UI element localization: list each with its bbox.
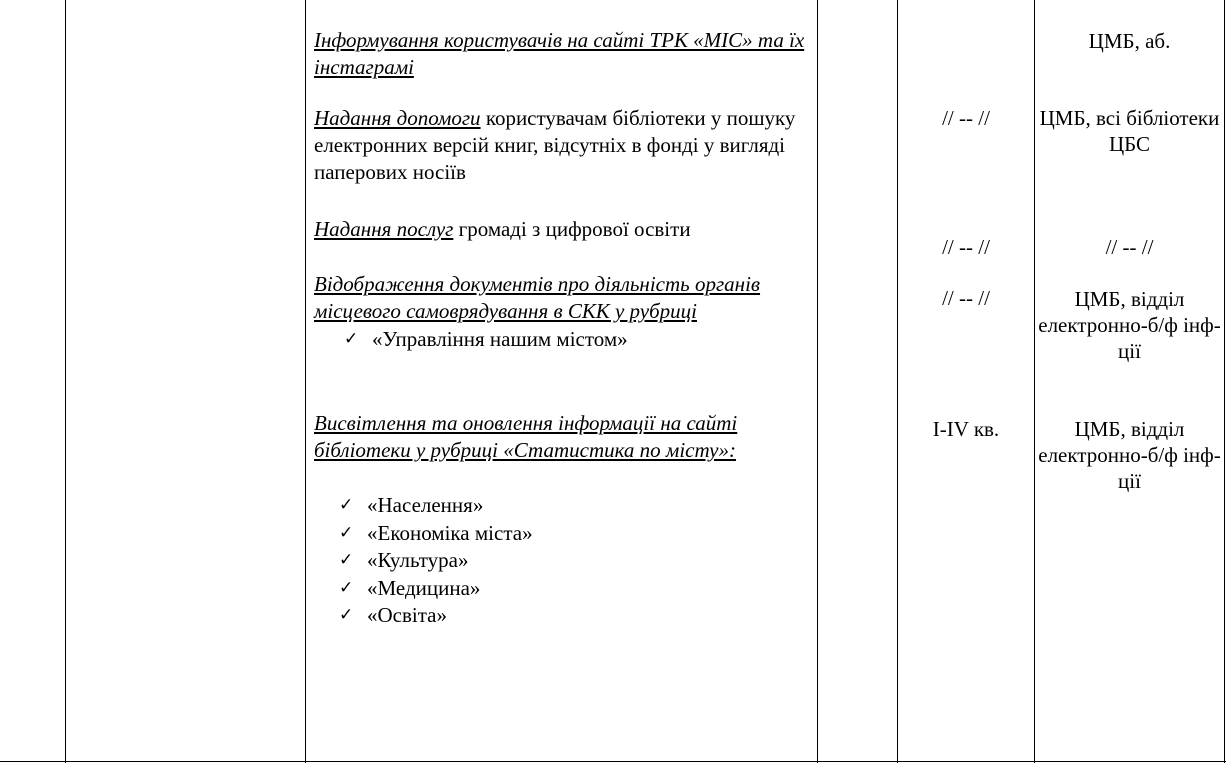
checkmark-icon: ✓	[344, 329, 359, 349]
activity-city-statistics	[314, 410, 814, 630]
checkmark-icon: ✓	[339, 605, 354, 625]
term-value: // -- //	[942, 106, 990, 130]
term-value: I-IV кв.	[932, 417, 1000, 441]
number-cell	[0, 0, 65, 763]
checkmark-icon: ✓	[339, 495, 354, 515]
list-item: ✓ «Економіка міста»	[339, 520, 814, 548]
list-item: ✓ «Медицина»	[339, 575, 814, 603]
activity-cell	[306, 0, 816, 763]
audience-cell	[818, 0, 897, 763]
list-item: ✓ «Управління нашим містом»	[344, 326, 814, 354]
activity-lead: Інформування користувачів на сайті ТРК «МІС» та їх інстаграмі	[314, 28, 805, 79]
section-cell	[66, 0, 305, 763]
responsible-value: ЦМБ, відділ електронно-б/ф інф-ції	[1038, 417, 1221, 493]
term-value: // -- //	[942, 286, 990, 310]
activity-lead: Надання допомоги	[314, 106, 481, 130]
checkmark-icon: ✓	[339, 550, 354, 570]
responsible-value: ЦМБ, аб.	[1088, 29, 1171, 53]
list-item: ✓ «Культура»	[339, 547, 814, 575]
list-item: ✓ «Освіта»	[339, 602, 814, 630]
statistics-list	[339, 492, 814, 630]
activity-lead: Відображення документів про діяльність органів місцевого самоврядування в СКК у рубриці	[314, 272, 761, 323]
activity-lead: Висвітлення та оновлення інформації на сайті бібліотеки у рубриці «Статистика по місту»:	[314, 411, 738, 462]
responsible-value: ЦМБ, відділ електронно-б/ф інф-ції	[1038, 287, 1221, 363]
checkmark-icon: ✓	[339, 522, 354, 543]
checkmark-icon: ✓	[339, 577, 354, 598]
activity-help-users	[314, 105, 814, 186]
activity-digital-education	[314, 216, 814, 243]
list-item: ✓ «Населення»	[339, 492, 814, 520]
rubric-list	[344, 326, 814, 354]
term-value: // -- //	[942, 235, 990, 259]
activity-lead: Надання послуг	[314, 217, 454, 241]
responsible-value: ЦМБ, всі бібліотеки ЦБС	[1039, 106, 1220, 156]
activity-text: користувачам бібліотеки у пошуку електронних версій книг, відсутніх в фонді у вигляді паперових носіїв	[314, 106, 796, 184]
column-border	[1224, 0, 1225, 763]
activity-text: громаді з цифрової освіти	[453, 217, 691, 241]
responsible-value: // -- //	[1105, 235, 1154, 259]
activity-info-users	[314, 27, 814, 81]
activity-local-government-docs	[314, 271, 814, 354]
